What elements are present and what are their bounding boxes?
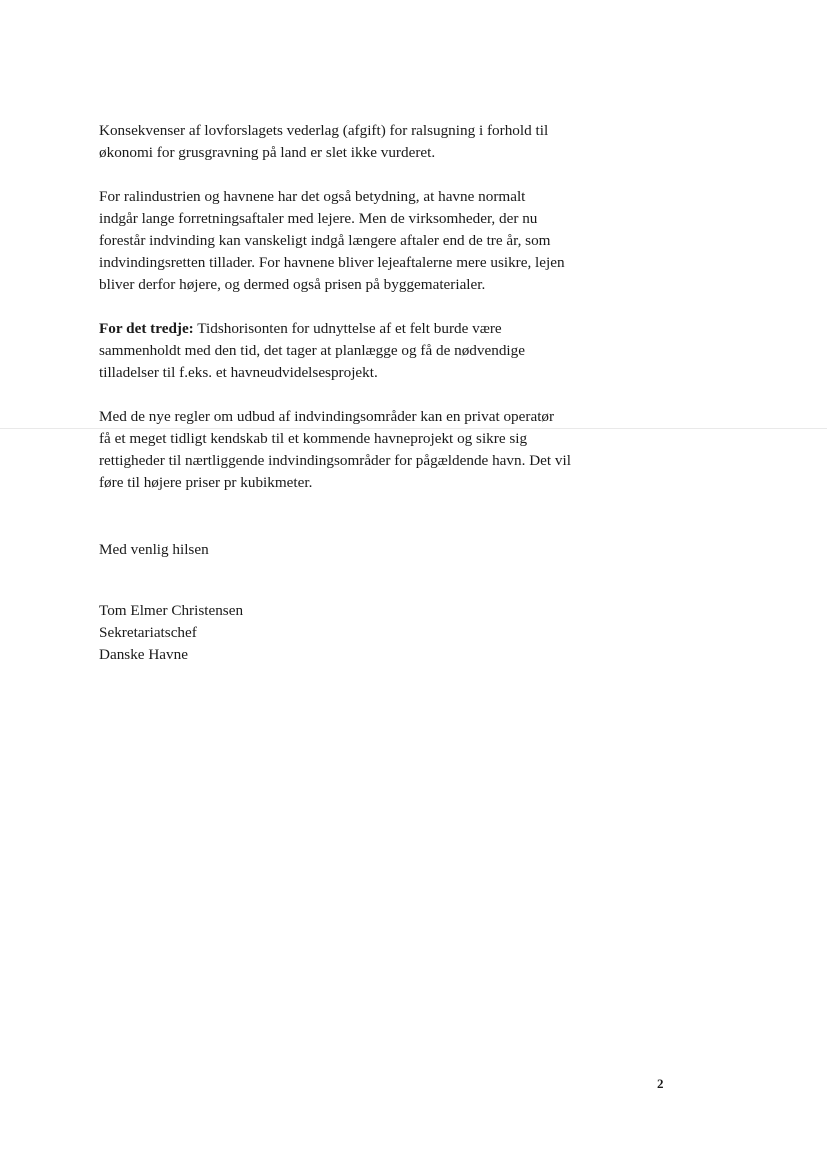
paragraph-line: rettigheder til nærtliggende indvindingsområder for pågældende havn. Det vil [99,452,571,469]
paragraph-line: bliver derfor højere, og dermed også prisen på byggematerialer. [99,276,486,293]
paragraph-line: For ralindustrien og havnene har det også betydning, at havne normalt [99,188,526,205]
paragraph-1 [99,120,639,164]
paragraph-line: sammenholdt med den tid, det tager at planlægge og få de nødvendige [99,342,525,359]
paragraph-3 [99,318,639,384]
paragraph-line-rest: Tidshorisonten for udnyttelse af et felt burde være [193,320,502,337]
paragraph-line: få et meget tidligt kendskab til et kommende havneprojekt og sikre sig [99,430,528,447]
signature-title: Sekretariatschef [99,624,197,641]
signature-name: Tom Elmer Christensen [99,602,244,619]
paragraph-line: Konsekvenser af lovforslagets vederlag (afgift) for ralsugning i forhold til [99,122,549,139]
paragraph-line: føre til højere priser pr kubikmeter. [99,474,313,491]
paragraph-2 [99,186,639,296]
paragraph-line [99,318,639,340]
paragraph-line: indgår lange forretningsaftaler med lejere. Men de virksomheder, der nu [99,210,538,227]
paragraph-line: forestår indvinding kan vanskeligt indgå længere aftaler end de tre år, som [99,232,551,249]
letter-body [99,120,639,516]
paragraph-line: Med de nye regler om udbud af indvindingsområder kan en privat operatør [99,408,555,425]
paragraph-line: tilladelser til f.eks. et havneudvidelsesprojekt. [99,364,378,381]
paragraph-4 [99,406,639,494]
signature-organization: Danske Havne [99,646,188,663]
closing-salutation: Med venlig hilsen [99,541,209,558]
paragraph-line: økonomi for grusgravning på land er slet ikke vurderet. [99,144,436,161]
page-number: 2 [657,1076,664,1091]
paragraph-lead: For det tredje: [99,320,194,337]
signature-block [99,600,243,666]
paragraph-line: indvindingsretten tillader. For havnene bliver lejeaftalerne mere usikre, lejen [99,254,565,271]
